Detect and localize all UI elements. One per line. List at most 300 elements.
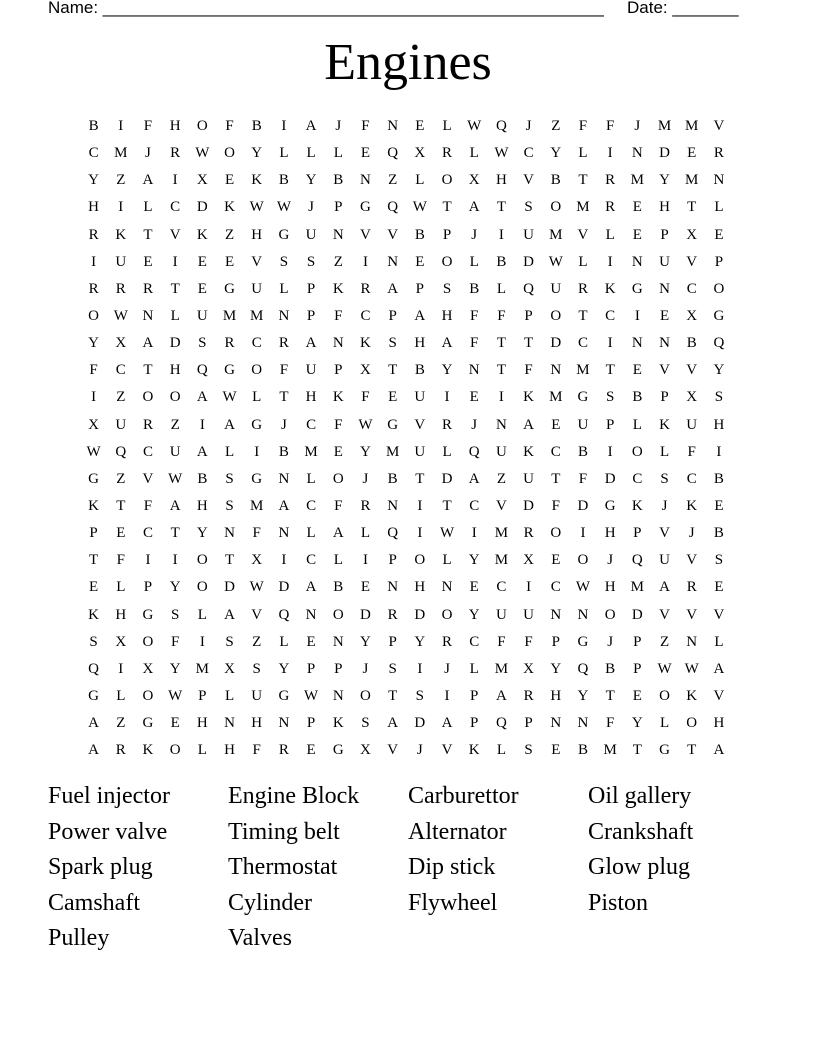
grid-letter: M — [195, 660, 210, 677]
grid-letter: R — [605, 199, 616, 216]
grid-letter: E — [89, 579, 99, 596]
grid-letter: X — [196, 172, 208, 189]
grid-letter: P — [633, 633, 642, 650]
grid-letter: E — [714, 498, 724, 515]
grid-letter: B — [414, 362, 425, 379]
grid-letter: G — [278, 226, 290, 243]
grid-letter: G — [224, 362, 235, 379]
grid-letter: F — [334, 416, 343, 433]
grid-letter: M — [385, 443, 400, 460]
grid-letter: E — [197, 280, 207, 297]
grid-letter: G — [251, 416, 263, 433]
grid-letter: L — [306, 145, 316, 162]
grid-letter: L — [252, 389, 262, 406]
grid-letter: B — [251, 118, 262, 135]
grid-letter: C — [686, 280, 697, 297]
grid-letter: L — [197, 606, 207, 623]
grid-letter: V — [169, 226, 181, 243]
grid-letter: D — [169, 335, 181, 352]
grid-letter: W — [168, 470, 183, 487]
grid-letter: B — [605, 660, 616, 677]
word-list-item: Flywheel — [408, 889, 498, 916]
grid-letter: P — [198, 688, 207, 705]
grid-letter: R — [523, 688, 534, 705]
grid-letter: P — [334, 362, 343, 379]
grid-letter: F — [279, 362, 289, 379]
grid-letter: Q — [278, 606, 290, 623]
grid-letter: M — [549, 226, 563, 243]
grid-letter: N — [332, 633, 344, 650]
grid-letter: Y — [550, 660, 562, 677]
grid-letter: G — [360, 199, 371, 216]
grid-letter: A — [414, 308, 426, 325]
grid-letter: N — [305, 606, 317, 623]
grid-letter: G — [278, 688, 290, 705]
grid-letter: Z — [333, 253, 343, 270]
grid-letter: F — [170, 633, 180, 650]
grid-letter: R — [360, 280, 371, 297]
grid-letter: D — [414, 715, 426, 732]
grid-letter: N — [495, 416, 507, 433]
grid-letter: T — [170, 280, 180, 297]
grid-letter: S — [225, 633, 234, 650]
grid-letter: S — [279, 253, 289, 270]
grid-letter: Y — [196, 525, 208, 542]
grid-letter: G — [142, 715, 154, 732]
grid-letter: I — [91, 253, 97, 270]
grid-letter: N — [387, 498, 399, 515]
grid-letter: M — [657, 118, 672, 135]
grid-letter: Y — [468, 552, 480, 569]
grid-letter: Z — [116, 470, 126, 487]
grid-letter: V — [686, 606, 698, 623]
grid-letter: I — [498, 389, 504, 406]
grid-letter: D — [278, 579, 290, 596]
grid-letter: L — [197, 742, 207, 759]
grid-letter: W — [412, 199, 427, 216]
grid-letter: T — [442, 199, 452, 216]
grid-letter: M — [603, 742, 617, 759]
grid-letter: C — [360, 308, 371, 325]
grid-letter: C — [170, 199, 181, 216]
grid-letter: E — [551, 552, 561, 569]
grid-letter: A — [523, 416, 535, 433]
grid-letter: S — [524, 199, 533, 216]
grid-letter: F — [524, 362, 533, 379]
grid-letter: G — [577, 389, 589, 406]
grid-letter: B — [278, 172, 289, 189]
grid-letter: P — [306, 715, 316, 732]
grid-letter: X — [523, 660, 535, 677]
grid-letter: F — [334, 498, 343, 515]
grid-letter: I — [634, 308, 640, 325]
grid-letter: I — [118, 660, 124, 677]
grid-letter: L — [170, 308, 180, 325]
grid-letter: A — [305, 335, 317, 352]
grid-letter: T — [605, 362, 615, 379]
grid-letter: O — [441, 172, 453, 189]
grid-letter: P — [470, 688, 479, 705]
grid-letter: K — [659, 416, 670, 433]
grid-letter: W — [358, 416, 373, 433]
grid-letter: Y — [713, 362, 725, 379]
grid-letter: G — [659, 742, 670, 759]
grid-letter: P — [470, 715, 479, 732]
grid-letter: L — [306, 525, 316, 542]
word-list-item: Valves — [228, 925, 292, 951]
grid-letter: B — [713, 470, 724, 487]
grid-letter: M — [222, 308, 237, 325]
grid-letter: X — [224, 660, 235, 677]
grid-letter: O — [360, 688, 371, 705]
grid-letter: L — [279, 280, 289, 297]
grid-letter: D — [523, 498, 535, 515]
grid-letter: V — [686, 253, 698, 270]
grid-letter: U — [495, 443, 507, 460]
grid-letter: N — [142, 308, 154, 325]
grid-letter: C — [142, 443, 153, 460]
grid-letter: H — [251, 715, 263, 732]
grid-letter: P — [415, 280, 425, 297]
grid-letter: Y — [468, 606, 480, 623]
grid-letter: K — [686, 498, 698, 515]
grid-letter: L — [333, 145, 343, 162]
grid-letter: R — [88, 280, 99, 297]
grid-letter: L — [442, 118, 452, 135]
grid-letter: O — [196, 579, 208, 596]
grid-letter: A — [441, 335, 453, 352]
grid-letter: E — [360, 579, 371, 596]
grid-letter: D — [414, 606, 426, 623]
grid-letter: V — [659, 362, 670, 379]
grid-letter: R — [387, 606, 398, 623]
grid-letter: U — [659, 552, 670, 569]
grid-letter: N — [278, 308, 290, 325]
grid-letter: A — [305, 118, 317, 135]
grid-letter: E — [687, 145, 697, 162]
grid-letter: L — [224, 443, 235, 460]
grid-letter: O — [169, 742, 181, 759]
grid-letter: J — [444, 660, 450, 677]
grid-letter: H — [88, 199, 100, 216]
grid-letter: N — [659, 335, 670, 352]
grid-letter: H — [196, 498, 208, 515]
grid-letter: X — [88, 416, 100, 433]
grid-letter: V — [713, 606, 725, 623]
grid-letter: S — [225, 470, 234, 487]
grid-letter: W — [222, 389, 237, 406]
grid-letter: G — [224, 280, 235, 297]
grid-letter: O — [441, 606, 453, 623]
grid-letter: F — [551, 498, 560, 515]
grid-letter: X — [115, 633, 127, 650]
grid-letter: I — [118, 199, 124, 216]
grid-letter: P — [388, 308, 397, 325]
grid-letter: F — [578, 118, 588, 135]
grid-letter: A — [88, 715, 100, 732]
grid-letter: I — [172, 253, 178, 270]
word-list-item: Power valve — [48, 818, 168, 845]
grid-letter: F — [252, 742, 261, 759]
grid-letter: T — [143, 226, 153, 243]
grid-letter: J — [308, 199, 315, 216]
grid-letter: P — [714, 253, 724, 270]
grid-letter: K — [142, 742, 154, 759]
grid-letter: C — [251, 335, 262, 352]
grid-letter: I — [498, 226, 504, 243]
word-list-item: Pulley — [48, 925, 110, 951]
grid-letter: E — [143, 253, 153, 270]
grid-letter: G — [713, 308, 725, 325]
grid-letter: F — [116, 552, 125, 569]
grid-letter: J — [362, 660, 369, 677]
grid-letter: M — [250, 308, 264, 325]
grid-letter: F — [687, 443, 696, 460]
grid-letter: I — [607, 335, 613, 352]
grid-letter: L — [333, 552, 343, 569]
grid-letter: Q — [387, 145, 399, 162]
grid-letter: G — [631, 280, 643, 297]
grid-letter: R — [142, 280, 153, 297]
grid-letter: X — [115, 335, 127, 352]
grid-letter: C — [469, 498, 480, 515]
grid-letter: E — [170, 715, 180, 732]
grid-letter: I — [526, 579, 532, 596]
grid-letter: E — [469, 579, 479, 596]
grid-letter: N — [468, 362, 480, 379]
grid-letter: C — [306, 416, 317, 433]
grid-letter: T — [143, 362, 153, 379]
grid-letter: X — [360, 742, 371, 759]
grid-letter: O — [686, 715, 698, 732]
letter-grid — [80, 113, 733, 764]
grid-letter: B — [577, 443, 588, 460]
grid-letter: N — [631, 253, 643, 270]
grid-letter: V — [251, 253, 263, 270]
grid-letter: K — [115, 226, 127, 243]
grid-letter: O — [550, 525, 562, 542]
grid-letter: O — [169, 389, 181, 406]
grid-letter: J — [471, 226, 478, 243]
grid-letter: V — [577, 226, 589, 243]
grid-letter: R — [686, 579, 697, 596]
grid-letter: C — [306, 498, 317, 515]
grid-letter: J — [416, 742, 423, 759]
grid-letter: C — [142, 525, 153, 542]
grid-letter: U — [414, 389, 426, 406]
grid-letter: X — [251, 552, 263, 569]
grid-letter: I — [580, 525, 586, 542]
grid-letter: Y — [278, 660, 290, 677]
grid-letter: Y — [577, 688, 589, 705]
grid-letter: B — [632, 389, 643, 406]
grid-letter: I — [417, 525, 423, 542]
word-list-item: Camshaft — [48, 889, 140, 916]
grid-letter: U — [577, 416, 589, 433]
grid-letter: H — [441, 308, 453, 325]
grid-letter: T — [496, 335, 506, 352]
grid-letter: L — [143, 199, 153, 216]
grid-letter: O — [332, 470, 344, 487]
grid-letter: E — [659, 308, 670, 325]
grid-letter: Q — [713, 335, 725, 352]
grid-letter: Z — [252, 633, 262, 650]
grid-letter: L — [469, 660, 479, 677]
grid-letter: A — [169, 498, 181, 515]
grid-letter: Y — [550, 145, 562, 162]
grid-letter: T — [496, 199, 506, 216]
grid-letter: O — [550, 308, 562, 325]
grid-letter: E — [415, 253, 425, 270]
grid-letter: L — [442, 443, 452, 460]
grid-letter: P — [524, 715, 533, 732]
grid-letter: M — [494, 552, 509, 569]
grid-letter: Z — [224, 226, 235, 243]
grid-letter: Y — [169, 579, 181, 596]
grid-letter: V — [387, 742, 399, 759]
grid-letter: Z — [116, 389, 126, 406]
grid-letter: F — [470, 308, 479, 325]
word-list-item: Glow plug — [588, 854, 690, 880]
grid-letter: U — [115, 416, 127, 433]
grid-letter: E — [551, 742, 561, 759]
grid-letter: N — [332, 226, 344, 243]
grid-letter: D — [631, 606, 643, 623]
grid-letter: B — [278, 443, 289, 460]
grid-letter: E — [306, 742, 316, 759]
grid-letter: A — [387, 280, 399, 297]
word-list-item: Dip stick — [408, 854, 496, 880]
grid-letter: R — [442, 416, 453, 433]
word-list-item: Engine Block — [228, 783, 360, 809]
grid-letter: T — [170, 525, 180, 542]
grid-letter: L — [224, 688, 235, 705]
grid-letter: R — [360, 498, 371, 515]
grid-letter: T — [388, 362, 398, 379]
grid-letter: I — [199, 633, 205, 650]
grid-letter: E — [415, 118, 425, 135]
grid-letter: K — [196, 226, 208, 243]
grid-letter: M — [304, 443, 318, 460]
grid-letter: M — [494, 525, 509, 542]
grid-letter: I — [716, 443, 722, 460]
grid-letter: K — [332, 280, 344, 297]
grid-letter: O — [142, 389, 154, 406]
grid-letter: W — [276, 199, 291, 216]
grid-letter: L — [605, 226, 615, 243]
grid-letter: C — [577, 335, 588, 352]
grid-letter: C — [632, 470, 643, 487]
grid-letter: I — [91, 389, 97, 406]
grid-letter: V — [686, 362, 698, 379]
grid-letter: A — [196, 389, 208, 406]
grid-letter: H — [196, 715, 208, 732]
grid-letter: T — [496, 362, 506, 379]
grid-letter: D — [441, 470, 453, 487]
grid-letter: A — [278, 498, 290, 515]
grid-letter: S — [89, 633, 98, 650]
grid-letter: B — [333, 172, 344, 189]
grid-letter: E — [551, 416, 561, 433]
grid-letter: P — [660, 389, 669, 406]
grid-letter: A — [142, 335, 154, 352]
grid-letter: I — [607, 443, 613, 460]
grid-letter: Y — [360, 443, 371, 460]
grid-letter: L — [116, 579, 126, 596]
grid-letter: B — [550, 172, 561, 189]
grid-letter: N — [713, 172, 725, 189]
grid-letter: Q — [631, 552, 643, 569]
grid-letter: V — [686, 552, 698, 569]
grid-letter: N — [577, 715, 589, 732]
grid-letter: F — [497, 308, 506, 325]
grid-letter: F — [225, 118, 234, 135]
word-list-item: Cylinder — [228, 889, 312, 916]
grid-letter: I — [199, 416, 205, 433]
grid-letter: M — [576, 362, 590, 379]
grid-letter: U — [523, 470, 535, 487]
grid-letter: P — [306, 308, 316, 325]
word-list-item: Carburettor — [408, 783, 519, 809]
grid-letter: W — [494, 145, 509, 162]
grid-letter: M — [576, 199, 590, 216]
grid-letter: G — [387, 416, 399, 433]
grid-letter: Z — [116, 715, 126, 732]
grid-letter: L — [496, 742, 506, 759]
grid-letter: N — [550, 606, 562, 623]
grid-letter: N — [550, 362, 562, 379]
grid-letter: Y — [88, 335, 100, 352]
grid-letter: V — [659, 606, 670, 623]
grid-letter: Y — [88, 172, 100, 189]
grid-letter: U — [523, 226, 535, 243]
grid-letter: T — [687, 199, 697, 216]
grid-letter: K — [631, 498, 643, 515]
grid-letter: P — [442, 226, 452, 243]
grid-letter: L — [279, 145, 289, 162]
grid-letter: I — [471, 525, 477, 542]
grid-letter: W — [249, 579, 264, 596]
grid-letter: J — [661, 498, 668, 515]
grid-letter: S — [306, 253, 316, 270]
grid-letter: E — [632, 688, 642, 705]
grid-letter: Z — [116, 172, 126, 189]
grid-letter: R — [278, 742, 289, 759]
grid-letter: E — [306, 633, 316, 650]
grid-letter: Q — [88, 660, 100, 677]
grid-letter: O — [659, 688, 670, 705]
grid-letter: S — [388, 335, 397, 352]
grid-letter: X — [414, 145, 426, 162]
grid-letter: P — [605, 416, 615, 433]
grid-letter: Y — [169, 660, 181, 677]
word-list — [48, 780, 768, 958]
grid-letter: I — [281, 118, 287, 135]
grid-letter: S — [605, 389, 615, 406]
grid-letter: A — [88, 742, 100, 759]
grid-letter: B — [469, 280, 480, 297]
grid-letter: A — [387, 715, 399, 732]
grid-letter: C — [88, 145, 99, 162]
grid-letter: P — [551, 633, 560, 650]
grid-letter: L — [116, 688, 126, 705]
grid-letter: W — [168, 688, 183, 705]
grid-letter: I — [362, 552, 368, 569]
grid-letter: N — [550, 715, 562, 732]
grid-letter: Y — [659, 172, 670, 189]
page-title: Engines — [324, 34, 492, 91]
grid-letter: A — [713, 660, 725, 677]
